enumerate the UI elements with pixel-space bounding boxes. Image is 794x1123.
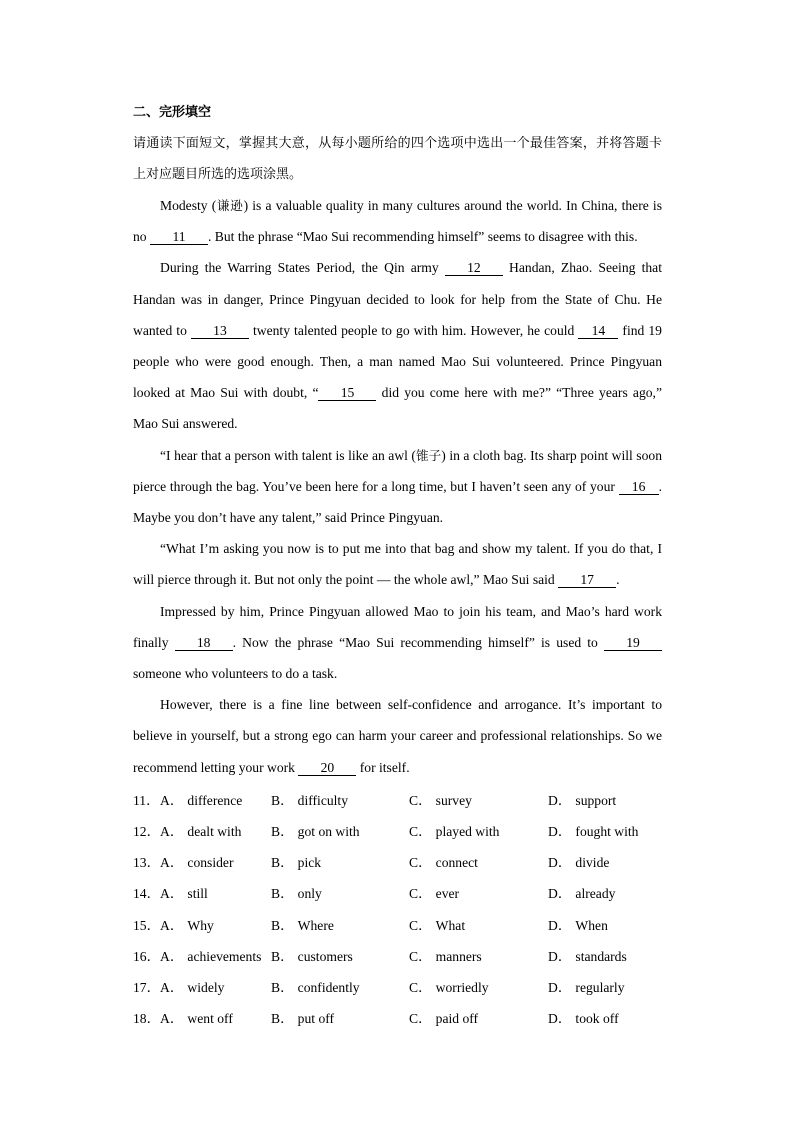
option-b[interactable]	[271, 816, 409, 847]
passage-paragraph-5	[133, 596, 662, 690]
passage-text: .	[616, 572, 620, 588]
blank-14: 14	[578, 323, 618, 339]
option-letter: B．	[271, 1011, 294, 1027]
passage-paragraph-3	[133, 440, 662, 534]
option-d[interactable]	[548, 816, 658, 847]
blank-18: 18	[175, 635, 233, 651]
option-letter: A．	[160, 979, 184, 995]
question-row	[133, 816, 662, 847]
option-a[interactable]	[160, 1003, 271, 1034]
question-row	[133, 878, 662, 909]
passage-text: During the Warring States Period, the Qin army	[160, 260, 445, 276]
option-a[interactable]	[160, 941, 271, 972]
option-d[interactable]	[548, 972, 658, 1003]
option-text: put off	[297, 1011, 335, 1027]
option-letter: D．	[548, 948, 572, 964]
option-d[interactable]	[548, 878, 658, 909]
option-b[interactable]	[271, 1003, 409, 1034]
option-text: already	[575, 886, 616, 902]
passage-text: . But the phrase “Mao Sui recommending himself” seems to disagree with this.	[208, 229, 638, 245]
question-options-list	[133, 785, 662, 1035]
option-text: manners	[435, 948, 482, 964]
option-letter: C．	[409, 886, 432, 902]
option-letter: A．	[160, 886, 184, 902]
option-text: only	[297, 886, 322, 902]
option-letter: B．	[271, 886, 294, 902]
option-letter: B．	[271, 824, 294, 840]
option-d[interactable]	[548, 910, 658, 941]
option-b[interactable]	[271, 878, 409, 909]
option-letter: A．	[160, 917, 184, 933]
blank-15: 15	[318, 385, 376, 401]
option-text: widely	[187, 979, 225, 995]
option-d[interactable]	[548, 785, 658, 816]
option-letter: A．	[160, 1011, 184, 1027]
section-heading: 二、完形填空	[133, 105, 212, 120]
document-page	[133, 97, 662, 1034]
option-b[interactable]	[271, 847, 409, 878]
question-row	[133, 910, 662, 941]
question-number: 15．	[133, 917, 161, 933]
option-text: survey	[435, 792, 472, 808]
option-text: played with	[435, 824, 500, 840]
option-a[interactable]	[160, 910, 271, 941]
option-letter: D．	[548, 979, 572, 995]
option-letter: A．	[160, 855, 184, 871]
passage-text: ) is a valuable quality in many cultures around the world. In China, there is no	[133, 198, 662, 245]
option-b[interactable]	[271, 785, 409, 816]
option-c[interactable]	[409, 878, 548, 909]
option-a[interactable]	[160, 816, 271, 847]
option-text: difference	[187, 792, 243, 808]
option-text: When	[575, 917, 608, 933]
option-letter: D．	[548, 917, 572, 933]
option-text: fought with	[575, 824, 639, 840]
option-a[interactable]	[160, 847, 271, 878]
option-d[interactable]	[548, 1003, 658, 1034]
question-row	[133, 785, 662, 816]
passage-paragraph-2	[133, 252, 662, 439]
option-text: pick	[297, 855, 322, 871]
option-letter: D．	[548, 1011, 572, 1027]
passage-text: did you come here with me?” “Three years ago,” Mao Sui answered.	[133, 385, 662, 432]
passage-paragraph-4	[133, 533, 662, 595]
option-c[interactable]	[409, 941, 548, 972]
option-c[interactable]	[409, 816, 548, 847]
passage-text: . Now the phrase “Mao Sui recommending himself” is used to	[232, 634, 604, 650]
question-number: 14．	[133, 886, 161, 902]
option-letter: B．	[271, 948, 294, 964]
option-text: What	[435, 917, 466, 933]
passage-text: . Maybe you don’t have any talent,” said Prince Pingyuan.	[133, 478, 662, 526]
passage-text: However, there is a fine line between self-confidence and arrogance. It’s important to believe in yourself, but a strong ego can harm your career and professional relationships. So we recommend letting your work	[133, 697, 662, 775]
option-b[interactable]	[271, 910, 409, 941]
option-text: connect	[435, 855, 478, 871]
option-b[interactable]	[271, 941, 409, 972]
option-letter: C．	[409, 948, 432, 964]
option-text: dealt with	[187, 824, 242, 840]
passage-paragraph-1	[133, 190, 662, 252]
question-number: 16．	[133, 948, 161, 964]
option-text: worriedly	[435, 979, 489, 995]
blank-13: 13	[191, 323, 249, 339]
question-number: 13．	[133, 855, 161, 871]
question-number: 17．	[133, 979, 161, 995]
option-b[interactable]	[271, 972, 409, 1003]
option-text: consider	[187, 855, 234, 871]
option-text: still	[187, 886, 208, 902]
option-letter: D．	[548, 886, 572, 902]
option-text: went off	[187, 1011, 233, 1027]
option-letter: B．	[271, 855, 294, 871]
option-text: divide	[575, 855, 610, 871]
question-row	[133, 941, 662, 972]
option-c[interactable]	[409, 847, 548, 878]
option-c[interactable]	[409, 972, 548, 1003]
blank-12: 12	[445, 260, 503, 276]
passage-text: Handan, Zhao. Seeing that Handan was in danger, Prince Pingyuan decided to look for help from the State of Chu. He wanted to	[133, 260, 662, 338]
option-text: Where	[297, 917, 334, 933]
option-letter: C．	[409, 792, 432, 808]
option-text: support	[575, 792, 617, 808]
blank-17: 17	[558, 572, 616, 588]
option-text: ever	[435, 886, 460, 902]
question-row	[133, 972, 662, 1003]
option-text: confidently	[297, 979, 360, 995]
passage-text: for itself.	[356, 759, 410, 775]
passage-text: ) in a cloth bag. Its sharp point will soon pierce through the bag. You’ve been here for a long time, but I haven’t seen any of your	[133, 447, 662, 494]
passage-text: “I hear that a person with talent is like an awl (	[160, 447, 416, 463]
chinese-gloss: 锥子	[415, 447, 442, 463]
passage-text: Modesty (	[160, 198, 217, 213]
option-letter: A．	[160, 948, 184, 964]
option-letter: C．	[409, 1011, 432, 1027]
passage-text: Impressed by him, Prince Pingyuan allowed Mao to join his team, and Mao’s hard work finally	[133, 603, 662, 650]
option-letter: A．	[160, 824, 184, 840]
option-letter: B．	[271, 792, 294, 808]
option-d[interactable]	[548, 847, 658, 878]
passage-text: twenty talented people to go with him. However, he could	[248, 322, 579, 338]
option-a[interactable]	[160, 785, 271, 816]
question-row	[133, 1003, 662, 1034]
option-letter: D．	[548, 792, 572, 808]
option-text: achievements	[187, 948, 262, 964]
section-instruction: 请通读下面短文，掌握其大意，从每小题所给的四个选项中选出一个最佳答案，并将答题卡上对应题目所选的选项涂黑。	[133, 136, 662, 182]
option-a[interactable]	[160, 878, 271, 909]
option-letter: A．	[160, 792, 184, 808]
blank-16: 16	[619, 479, 659, 495]
passage-text: “What I’m asking you now is to put me into that bag and show my talent. If you do that, I will pierce through it. But not only the point — the whole awl,” Mao Sui said	[133, 541, 662, 588]
option-text: took off	[575, 1011, 619, 1027]
passage-paragraph-6	[133, 689, 662, 783]
option-a[interactable]	[160, 972, 271, 1003]
option-letter: D．	[548, 855, 572, 871]
question-number: 12．	[133, 824, 161, 840]
chinese-gloss: 谦逊	[216, 198, 244, 213]
question-number: 11．	[133, 792, 160, 808]
option-text: got on with	[297, 824, 360, 840]
option-text: regularly	[575, 979, 625, 995]
option-text: Why	[187, 917, 214, 933]
blank-20: 20	[298, 760, 356, 776]
passage-text: someone who volunteers to do a task.	[133, 666, 338, 682]
option-letter: C．	[409, 855, 432, 871]
passage-text: find 19 people who were good enough. Then, a man named Mao Sui volunteered. Prince Pingyuan looked at Mao Sui with doubt, “	[133, 322, 662, 401]
option-text: difficulty	[297, 792, 349, 808]
question-row	[133, 847, 662, 878]
option-c[interactable]	[409, 910, 548, 941]
option-text: paid off	[435, 1011, 479, 1027]
option-letter: D．	[548, 824, 572, 840]
option-c[interactable]	[409, 1003, 548, 1034]
option-letter: B．	[271, 979, 294, 995]
option-c[interactable]	[409, 785, 548, 816]
option-letter: C．	[409, 824, 432, 840]
option-text: standards	[575, 948, 627, 964]
option-letter: C．	[409, 979, 432, 995]
question-number: 18．	[133, 1011, 161, 1027]
option-letter: C．	[409, 917, 432, 933]
option-text: customers	[297, 948, 353, 964]
blank-19: 19	[604, 635, 662, 651]
blank-11: 11	[150, 229, 208, 245]
option-d[interactable]	[548, 941, 658, 972]
option-letter: B．	[271, 917, 294, 933]
